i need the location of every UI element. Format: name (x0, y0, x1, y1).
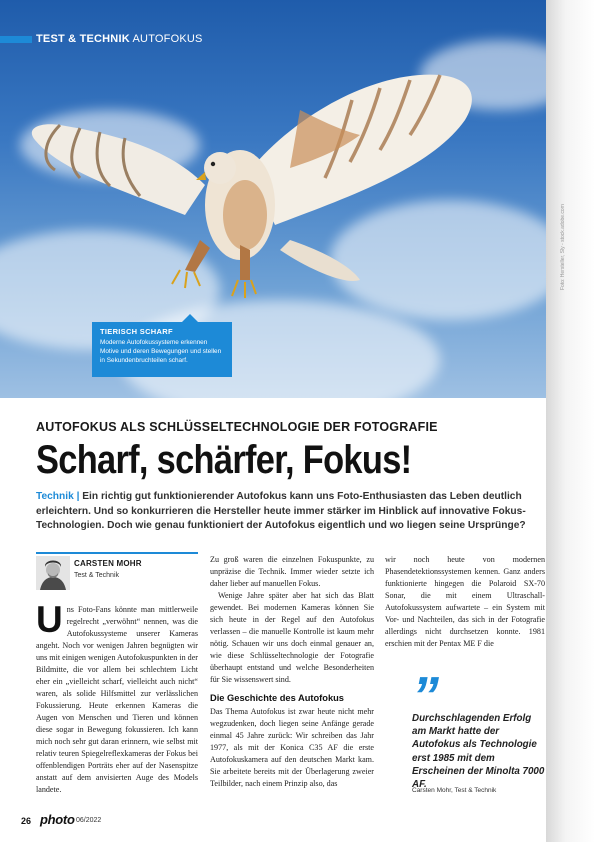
article-headline: Scharf, schärfer, Fokus! (36, 438, 412, 482)
section-main: TEST & TECHNIK (36, 33, 130, 45)
pull-quote: Durchschlagenden Erfolg am Markt hatte der Autofokus als Technologie erst 1985 mit dem Erscheinen der Minolta 7000 AF. (412, 713, 545, 791)
pull-quote-author: Carsten Mohr, Test & Technik (412, 787, 497, 794)
hero-photo (0, 0, 546, 398)
author-role: Test & Technik (74, 572, 120, 579)
lead-text: Ein richtig gut funktionierender Autofokus kann uns Foto-Enthusiasten das Leben deutlich erleichtern. Und so konkurrieren die Hersteller heute immer stärker im Hinblick auf innovative Fokus-Technologien. Doch wie genau funktioniert der Autofokus eigentlich und wo liegen seine Ursprünge? (36, 491, 526, 531)
image-callout (92, 322, 232, 377)
quote-mark-icon: ” (412, 666, 439, 726)
body-paragraph-4: Das Thema Autofokus ist zwar heute nicht mehr wegzudenken, doch liegen seine Anfänge gerade einmal 45 Jahre zurück: Wir schreiben das Jahr 1977, als mit der Konica C35 AF die erste Autofokuskamera auf den deutschen Markt kam. Sie arbeitete bereits mit der Überlagerung zweier Teilbilder, nach einem Prinzip also, das (210, 707, 374, 788)
drop-cap: U (36, 599, 63, 640)
magazine-issue: 06/2022 (76, 817, 102, 824)
author-avatar (36, 556, 70, 590)
body-column-3 (385, 554, 545, 650)
body-paragraph-2: Zu groß waren die einzelnen Fokuspunkte, zu unpräzise die Technik. Immer wieder setzte ich daher lieber auf manuellen Fokus. (210, 555, 374, 588)
callout-title: TIERISCH SCHARF (100, 327, 173, 336)
page-gutter-shadow (546, 0, 595, 842)
hawk-illustration (0, 0, 546, 398)
lead-tag: Technik (36, 491, 74, 502)
body-column-2 (210, 554, 374, 790)
magazine-logo: photo (40, 812, 75, 827)
article-lead (36, 490, 546, 534)
photo-credit: Foto: Hersteller, Sly - stock.adobe.com (560, 204, 566, 290)
author-rule (36, 552, 198, 554)
lead-separator: | (73, 491, 83, 502)
author-name: CARSTEN MOHR (74, 559, 142, 568)
body-column-1 (36, 599, 198, 796)
callout-text: Moderne Autofokussysteme erkennen Motive und deren Bewegungen und stellen in Sekundenbruchteilen scharf. (100, 339, 222, 364)
body-paragraph-3: Wenige Jahre später aber hat sich das Blatt gewendet. Bei modernen Kameras können Sie sich heute in der Regel auf den Autofokus verlassen – die manuelle Kontrolle ist kaum mehr nötig. Schauen wir uns doch einmal genauer an, wie diese Schlüsseltechnologie der Fotografie überhaupt entstand und welche Besonderheiten für Sie wissenswert sind. (210, 591, 374, 684)
body-paragraph-1: ns Foto-Fans könnte man mittlerweile regelrecht „verwöhnt“ nennen, was die Autofokussysteme unserer Kameras angeht. Noch vor wenigen Jahren begnügten wir uns mit einigen wenigen Autofokuspunkten in der Bildmitte, die vor allem bei schlechtem Licht eher ein „vielleicht scharf, vielleicht auch nicht“ waren, als solide Hilfsmittel zur verlässlichen Fokussierung. Heute erkennen Kameras die Augen von Menschen und Tieren und können diese sogar in Bewegung fokussieren. Ich kann mich noch sehr gut daran erinnern, wie selbst mit relativ teuren Spiegelreflexkameras der Fokus bei offenblendigen Porträts eher auf der Nasenspitze anstatt auf dem anvisierten Auge des Models landete. (36, 605, 198, 794)
page-number: 26 (21, 816, 32, 826)
section-label (36, 33, 203, 45)
body-subhead: Die Geschichte des Autofokus (210, 693, 344, 703)
body-paragraph-5: wir noch heute von modernen Phasendetektionssystemen kennen. Ganz anders funktionierte hingegen die Polaroid SX-70 Sonar, die mit einem Ultraschall-Autofokussystem aufwartete – ein System mit Vor- und Nachteilen, das sich in der Fotografie allerdings nicht durchsetzen konnte. 1981 erschien mit der Pentax ME F die (385, 555, 545, 648)
section-accent-bar (0, 36, 32, 43)
section-sub: AUTOFOKUS (132, 33, 203, 45)
article-kicker: AUTOFOKUS ALS SCHLÜSSELTECHNOLOGIE DER FOTOGRAFIE (36, 420, 438, 434)
